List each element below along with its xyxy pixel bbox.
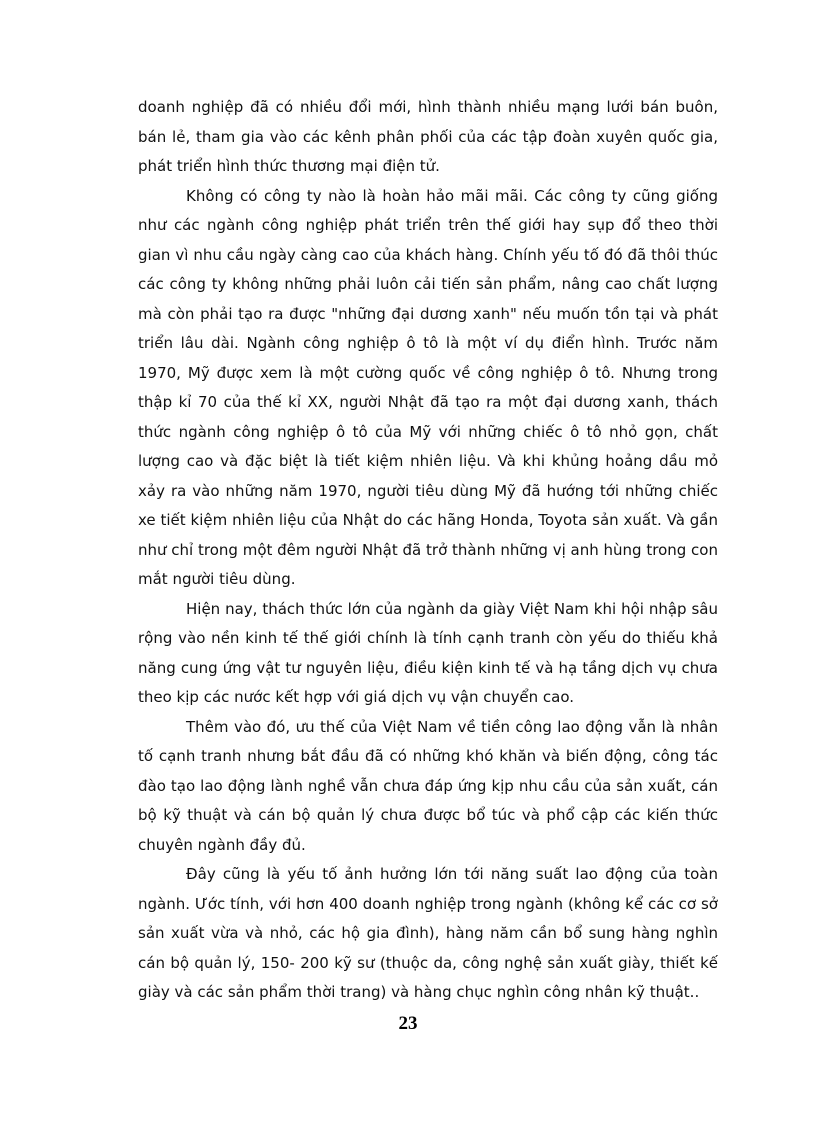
paragraph-continuation: doanh nghiệp đã có nhiều đổi mới, hình thành nhiều mạng lưới bán buôn, bán lẻ, tham gia vào các kênh phân phối của các tập đoàn xuyên quốc gia, phát triển hình thức thương mại điện tử. bbox=[138, 98, 718, 175]
body-text bbox=[138, 93, 718, 1008]
page-number: 23 bbox=[398, 1013, 418, 1034]
paragraph-productivity: Đây cũng là yếu tố ảnh hưởng lớn tới năng suất lao động của toàn ngành. Ước tính, với hơn 400 doanh nghiệp trong ngành (không kể các cơ sở sản xuất vừa và nhỏ, các hộ gia đình), hàng năm cần bổ sung hàng nghìn cán bộ quản lý, 150- 200 kỹ sư (thuộc da, công nghệ sản xuất giày, thiết kế giày và các sản phẩm thời trang) và hàng chục nghìn công nhân kỹ thuật.. bbox=[138, 865, 718, 1001]
paragraph-challenges: Hiện nay, thách thức lớn của ngành da giày Việt Nam khi hội nhập sâu rộng vào nền kinh tế thế giới chính là tính cạnh tranh còn yếu do thiếu khả năng cung ứng vật tư nguyên liệu, điều kiện kinh tế và hạ tầng dịch vụ chưa theo kịp các nước kết hợp với giá dịch vụ vận chuyển cao. bbox=[138, 599, 718, 706]
paragraph-blue-ocean: Không có công ty nào là hoàn hảo mãi mãi. Các công ty cũng giống như các ngành công nghiệp phát triển trên thế giới hay sụp đổ theo thời gian vì nhu cầu ngày càng cao của khách hàng. Chính yếu tố đó đã thôi thúc các công ty không những phải luôn cải tiến sản phẩm, nâng cao chất lượng mà còn phải tạo ra được "những đại dương xanh" nếu muốn tồn tại và phát triển lâu dài. Ngành công nghiệp ô tô là một ví dụ điển hình. Trước năm 1970, Mỹ được xem là một cường quốc về công nghiệp ô tô. Nhưng trong thập kỉ 70 của thế kỉ XX, người Nhật đã tạo ra một đại dương xanh, thách thức ngành công nghiệp ô tô của Mỹ với những chiếc ô tô nhỏ gọn, chất lượng cao và đặc biệt là tiết kiệm nhiên liệu. Và khi khủng hoảng dầu mỏ xảy ra vào những năm 1970, người tiêu dùng Mỹ đã hướng tới những chiếc xe tiết kiệm nhiên liệu của Nhật do các hãng Honda, Toyota sản xuất. Và gần như chỉ trong một đêm người Nhật đã trở thành những vị anh hùng trong con mắt người tiêu dùng. bbox=[138, 186, 718, 588]
paragraph-labor-advantage: Thêm vào đó, ưu thế của Việt Nam về tiền công lao động vẫn là nhân tố cạnh tranh nhưng bắt đầu đã có những khó khăn và biến động, công tác đào tạo lao động lành nghề vẫn chưa đáp ứng kịp nhu cầu của sản xuất, cán bộ kỹ thuật và cán bộ quản lý chưa được bổ túc và phổ cập các kiến thức chuyên ngành đầy đủ. bbox=[138, 717, 718, 854]
